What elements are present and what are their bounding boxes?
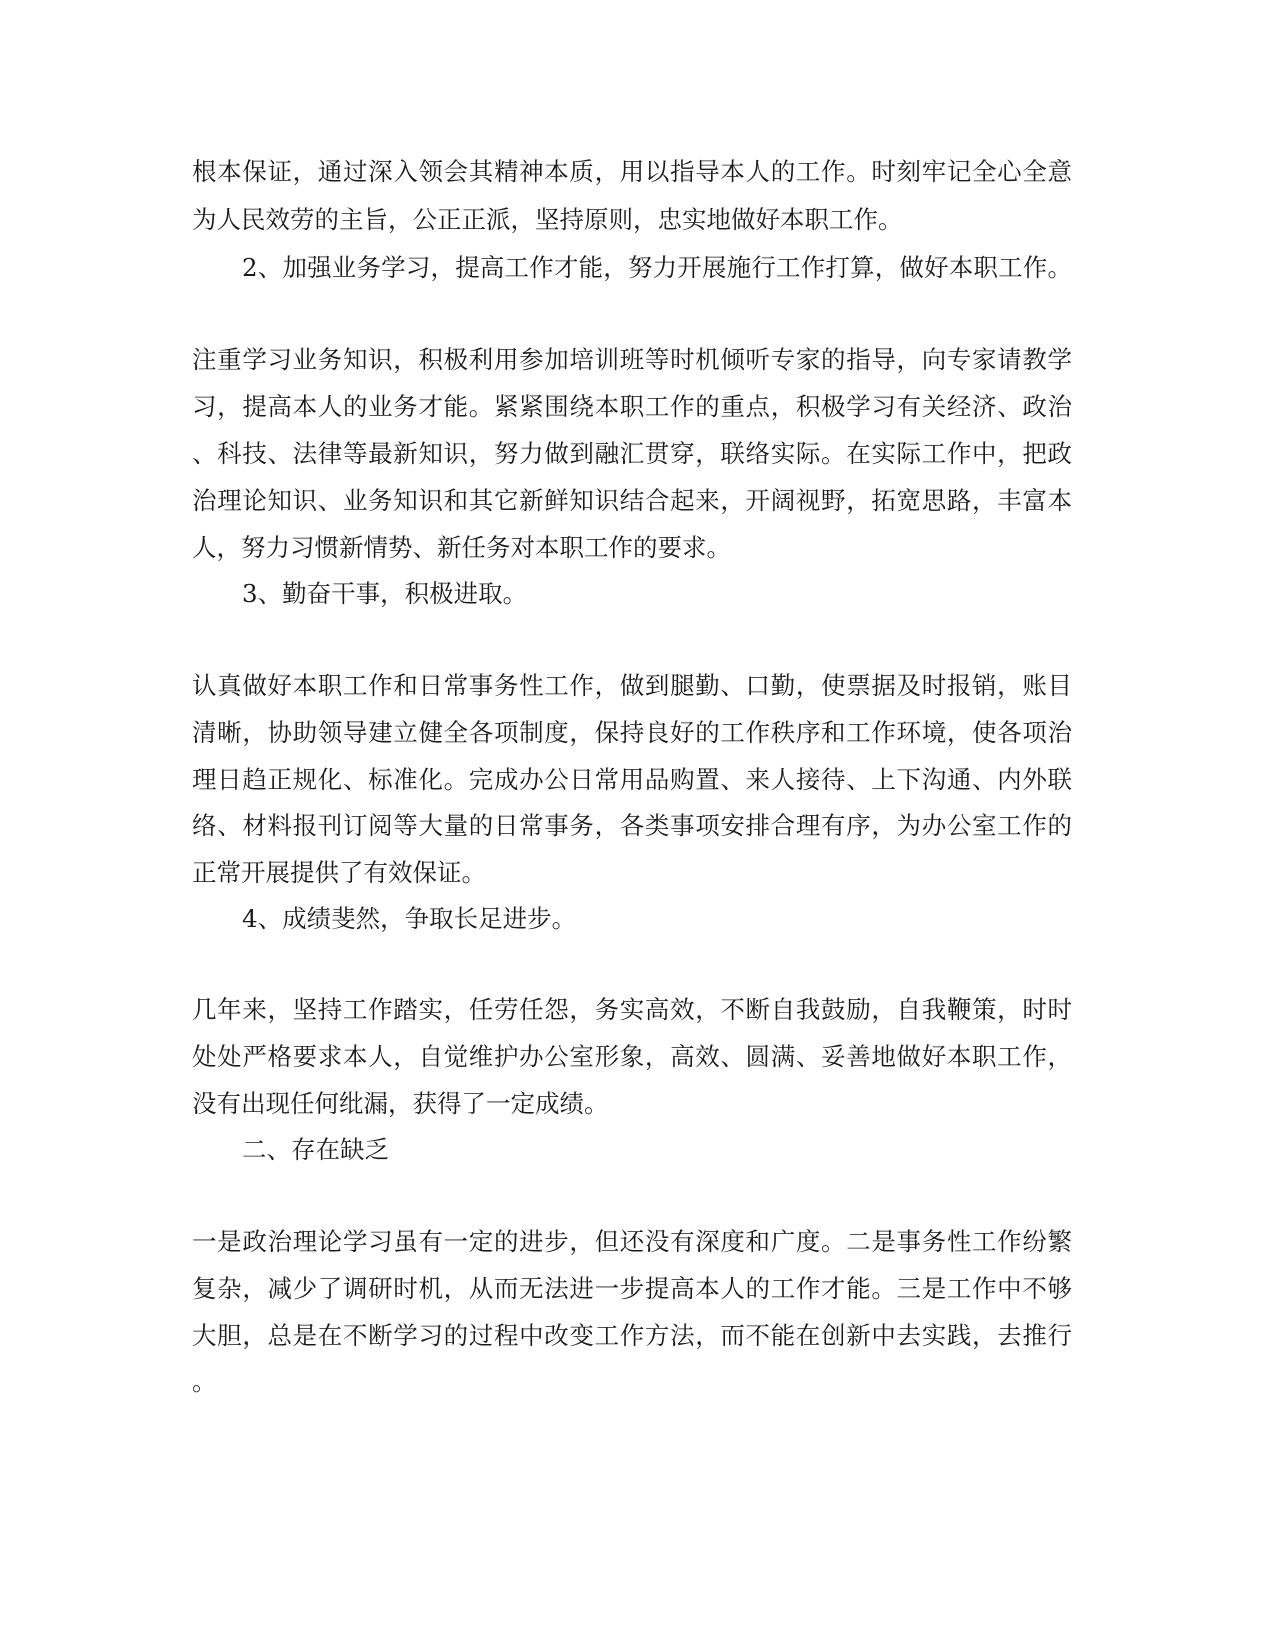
section-heading: 2、加强业务学习，提高工作才能，努力开展施行工作打算，做好本职工作。 <box>242 253 1072 282</box>
paragraph-line: 治理论知识、业务知识和其它新鲜知识结合起来，开阔视野，拓宽思路，丰富本 <box>192 486 1072 515</box>
paragraph-line: 几年来，坚持工作踏实，任劳任怨，务实高效，不断自我鼓励，自我鞭策，时时 <box>192 995 1072 1024</box>
section-heading: 3、勤奋干事，积极进取。 <box>242 579 528 608</box>
paragraph-line: 、科技、法律等最新知识，努力做到融汇贯穿，联络实际。在实际工作中，把政 <box>192 439 1072 468</box>
paragraph-line: 大胆，总是在不断学习的过程中改变工作方法，而不能在创新中去实践，去推行 <box>192 1321 1072 1350</box>
paragraph-line: 理日趋正规化、标准化。完成办公日常用品购置、来人接待、上下沟通、内外联 <box>192 765 1072 794</box>
paragraph-line: 正常开展提供了有效保证。 <box>192 858 486 887</box>
paragraph-line: 习，提高本人的业务才能。紧紧围绕本职工作的重点，积极学习有关经济、政治 <box>192 392 1072 421</box>
section-heading: 4、成绩斐然，争取长足进步。 <box>242 904 577 933</box>
paragraph-line: 络、材料报刊订阅等大量的日常事务，各类事项安排合理有序，为办公室工作的 <box>192 811 1072 840</box>
paragraph-line: 一是政治理论学习虽有一定的进步，但还没有深度和广度。二是事务性工作纷繁 <box>192 1227 1072 1256</box>
paragraph-line: 注重学习业务知识，积极利用参加培训班等时机倾听专家的指导，向专家请教学 <box>192 345 1072 374</box>
paragraph-line: 清晰，协助领导建立健全各项制度，保持良好的工作秩序和工作环境，使各项治 <box>192 718 1072 747</box>
paragraph-line: 没有出现任何纰漏，获得了一定成绩。 <box>192 1089 609 1118</box>
paragraph-line: 复杂，减少了调研时机，从而无法进一步提高本人的工作才能。三是工作中不够 <box>192 1274 1072 1303</box>
section-heading: 二、存在缺乏 <box>242 1135 389 1164</box>
paragraph-line: 。 <box>192 1367 217 1396</box>
paragraph-line: 认真做好本职工作和日常事务性工作，做到腿勤、口勤，使票据及时报销，账目 <box>192 671 1072 700</box>
paragraph-line: 人，努力习惯新情势、新任务对本职工作的要求。 <box>192 533 731 562</box>
paragraph-line: 为人民效劳的主旨，公正正派，坚持原则，忠实地做好本职工作。 <box>192 205 903 234</box>
paragraph-line: 根本保证，通过深入领会其精神本质，用以指导本人的工作。时刻牢记全心全意 <box>192 157 1072 186</box>
paragraph-line: 处处严格要求本人，自觉维护办公室形象，高效、圆满、妥善地做好本职工作， <box>192 1042 1072 1071</box>
